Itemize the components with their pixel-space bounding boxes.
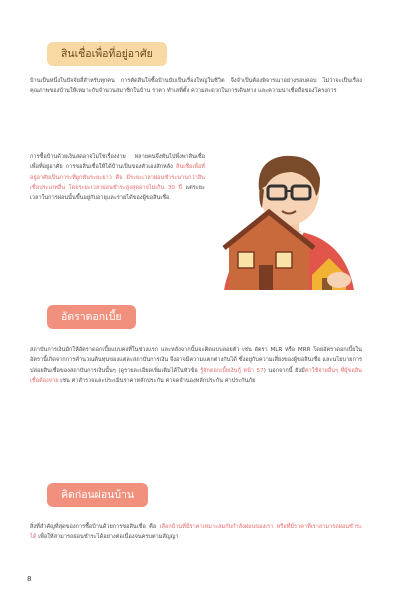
loan-text-highlight: สินเชื่อเพื่อที่อยู่อาศัยเป็นภาระที่ผูกพันระยะยาว คือ มีระยะเวลาผ่อนชำระนานกว่าสินเชื่อประเภทอื่น โดยระยะเวลาผ่อนชำระสูงสุดอาจไม่เกิน 30 ปี xyxy=(30,164,205,191)
loan-text-after: แต่ระยะเวลาในการผ่อนนั้นขึ้นอยู่กับอายุและรายได้ของผู้ขอสินเชื่อ xyxy=(30,184,205,202)
section-heading-think-before: คิดก่อนผ่อนบ้าน xyxy=(47,483,148,507)
section-heading-housing-loan: สินเชื่อเพื่อที่อยู่อาศัย xyxy=(47,42,167,66)
think-text-after: เพื่อให้สามารถผ่อนชำระได้อย่างต่อเนื่องจนครบตามสัญญา xyxy=(36,534,179,541)
intro-paragraph: บ้านเป็นหนึ่งในปัจจัยสี่สำหรับทุกคน การตัดสินใจซื้อบ้านนับเป็นเรื่องใหญ่ในชีวิต จึงจำเป็นต้องพิจารณาอย่างรอบคอบ ไม่ว่าจะเป็นเรื่องคุณภาพของบ้านให้เหมาะกับจำนวนสมาชิกในบ้าน ราคา ทำเลที่ตั้ง ความสะดวกในการเดินทาง และความน่าเชื่อถือของโครงการ xyxy=(30,78,362,95)
man-holding-house-illustration xyxy=(214,140,364,290)
think-text-before: สิ่งที่สำคัญที่สุดของการซื้อบ้านด้วยการขอสินเชื่อ คือ xyxy=(30,524,160,530)
interest-text-before: สถาบันการเงินมักให้อัตราดอกเบี้ยแบบคงที่ในช่วงแรก และหลังจากนั้นจะคิดแบบลอยตัว เช่น อัตรา MLR หรือ MRR โดยอัตราดอกเบี้ยในอัตรานี้เกิดจากการคำนวณต้นทุนของแต่ละสถาบันการเงิน จึงอาจมีความแตกต่างกันได้ ซึ่งอยู่กับความเสี่ยงของผู้ขอสินเชื่อ และนโยบายการปล่อยสินเชื่อของสถาบันการเงินนั้นๆ (ดูรายละเอียดเพิ่มเติมได้ในหัวข้อ xyxy=(30,347,362,374)
section-heading-interest-rate: อัตราดอกเบี้ย xyxy=(47,305,136,329)
loan-paragraph xyxy=(30,152,205,203)
interest-text-highlight1: รู้จักดอกเบี้ยเงินกู้ หน้า 57 xyxy=(200,367,264,374)
page-number: 8 xyxy=(27,575,32,583)
interest-text-middle: ) นอกจากนี้ ยังมี xyxy=(263,367,305,374)
think-paragraph xyxy=(30,522,362,543)
interest-text-after: เช่น ค่าสำรวจและประเมินราคาหลักประกัน ค่าจดจำนองหลักประกัน ค่าประกันภัย xyxy=(58,377,256,384)
interest-paragraph xyxy=(30,345,362,386)
loan-text-before: การซื้อบ้านด้วยเงินสดอาจไม่ใช่เรื่องง่าย หลายคนจึงหันไปพึ่งพาสินเชื่อเพื่อที่อยู่อาศัย การขอสินเชื่อให้ได้บ้านเป็นของตัวเองสักหลัง xyxy=(30,154,205,171)
think-text-highlight: เลือกบ้านที่มีราคาเหมาะสมกับกำลังผ่อนของเรา หรือที่มีราคาที่เราสามารถผ่อนชำระได้ xyxy=(30,524,362,541)
interest-text-highlight2: ค่าใช้จ่ายอื่นๆ ที่ผู้ขอสินเชื่อต้องจ่าย xyxy=(30,367,363,384)
